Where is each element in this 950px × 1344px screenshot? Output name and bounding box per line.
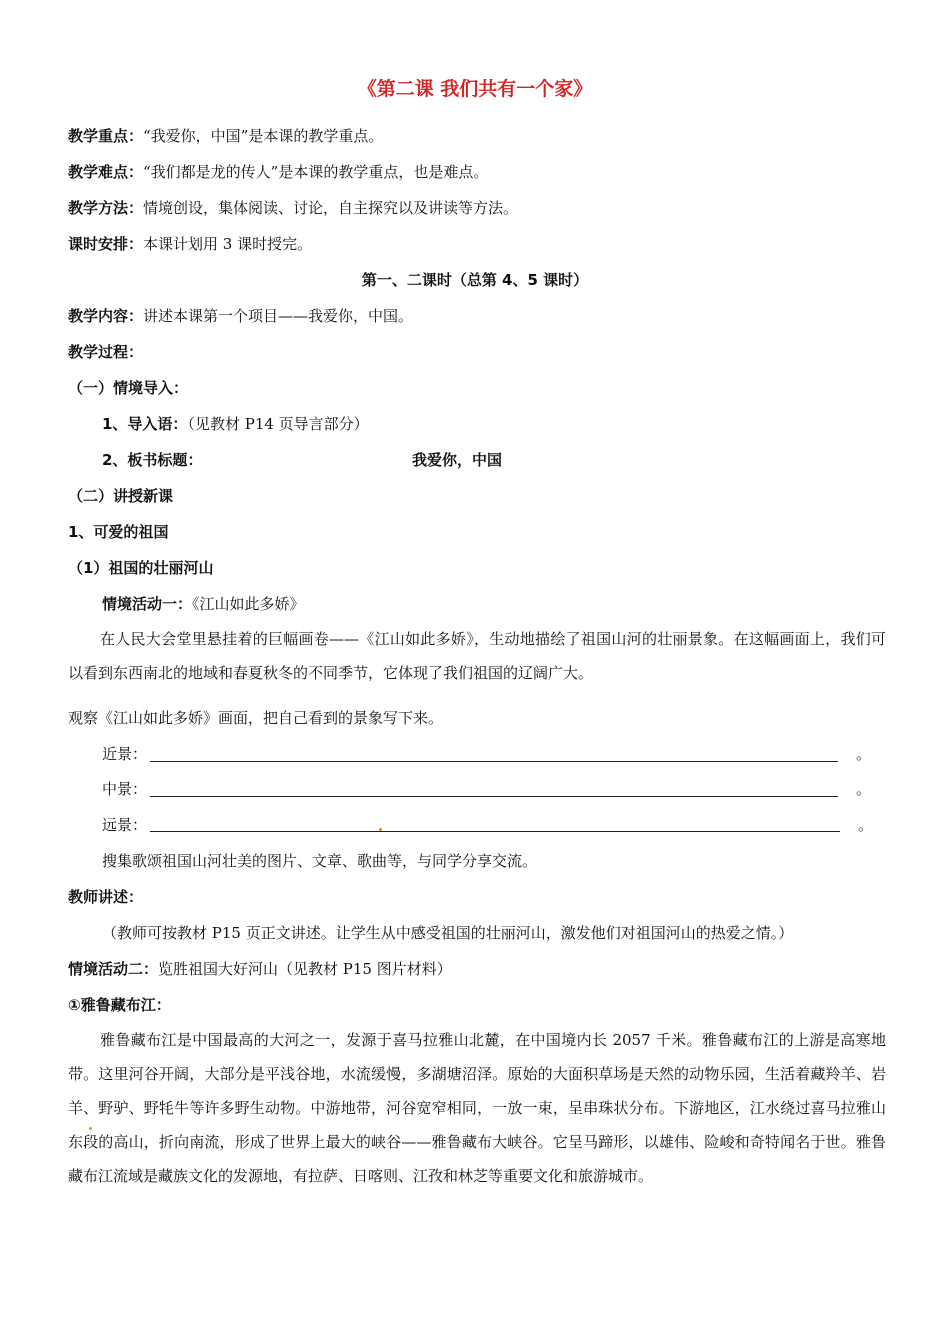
board-title: 我爱你，中国 bbox=[412, 451, 503, 469]
paragraph-painting: 在人民大会堂里悬挂着的巨幅画卷——《江山如此多娇》，生动地描绘了祖国山河的壮丽景象。在这幅画面上，我们可以看到东西南北的地域和春夏秋冬的不同季节，它体现了我们祖国的辽阔广大。 bbox=[68, 630, 886, 682]
activity2-text: 览胜祖国大好河山（见教材 P15 图片材料） bbox=[158, 960, 452, 978]
intro-line bbox=[102, 414, 369, 434]
fill-label-near: 近景： bbox=[102, 745, 148, 763]
activity1-line bbox=[102, 594, 305, 614]
collect-instruction: 搜集歌颂祖国山河壮美的图片、文章、歌曲等，与同学分享交流。 bbox=[102, 852, 538, 870]
meta-text: 本课计划用 3 课时授完。 bbox=[143, 235, 313, 253]
meta-label: 教学难点： bbox=[68, 163, 144, 181]
meta-method bbox=[68, 198, 518, 218]
session-heading: 第一、二课时（总第 4、5 课时） bbox=[361, 271, 589, 289]
river-heading: ①雅鲁藏布江： bbox=[68, 996, 171, 1014]
fill-end-near: 。 bbox=[856, 745, 872, 763]
intro-text: （见教材 P14 页导言部分） bbox=[187, 415, 369, 433]
stray-mark bbox=[89, 1127, 92, 1130]
activity2-line bbox=[68, 959, 452, 979]
fill-line-far[interactable] bbox=[150, 831, 840, 832]
board-label: 2、板书标题： bbox=[102, 451, 203, 469]
teacher-text: （教师可按教材 P15 页正文讲述。让学生从中感受祖国的壮丽河山，激发他们对祖国河山的热爱之情。） bbox=[102, 924, 794, 942]
teaching-content bbox=[68, 306, 413, 326]
fill-end-far: 。 bbox=[858, 816, 874, 834]
meta-schedule bbox=[68, 234, 312, 254]
process-label: 教学过程： bbox=[68, 343, 144, 361]
meta-text: 情境创设，集体阅读、讨论，自主探究以及讲读等方法。 bbox=[143, 199, 519, 217]
meta-text: “我爱你，中国”是本课的教学重点。 bbox=[143, 127, 384, 145]
sub1-heading: （1）祖国的壮丽河山 bbox=[68, 559, 214, 577]
activity1-text: 《江山如此多娇》 bbox=[192, 595, 305, 613]
meta-difficulty bbox=[68, 162, 488, 182]
fill-line-near[interactable] bbox=[150, 761, 838, 762]
meta-label: 课时安排： bbox=[68, 235, 144, 253]
intro-label: 1、导入语： bbox=[102, 415, 188, 433]
meta-text: “我们都是龙的传人”是本课的教学重点，也是难点。 bbox=[143, 163, 489, 181]
activity1-label: 情境活动一： bbox=[102, 595, 193, 613]
teacher-label: 教师讲述： bbox=[68, 888, 144, 906]
part1-heading: （一）情境导入： bbox=[68, 379, 189, 397]
fill-line-middle[interactable] bbox=[150, 796, 838, 797]
section1-heading: 1、可爱的祖国 bbox=[68, 523, 169, 541]
stray-mark bbox=[379, 828, 382, 831]
meta-label: 教学方法： bbox=[68, 199, 144, 217]
fill-label-middle: 中景： bbox=[102, 780, 148, 798]
observe-instruction: 观察《江山如此多娇》画面，把自己看到的景象写下来。 bbox=[68, 709, 444, 727]
meta-focus bbox=[68, 126, 383, 146]
fill-label-far: 远景： bbox=[102, 816, 148, 834]
fill-end-middle: 。 bbox=[856, 780, 872, 798]
part2-heading: （二）讲授新课 bbox=[68, 487, 174, 505]
content-text: 讲述本课第一个项目——我爱你，中国。 bbox=[143, 307, 414, 325]
meta-label: 教学重点： bbox=[68, 127, 144, 145]
content-label: 教学内容： bbox=[68, 307, 144, 325]
document-title: 《第二课 我们共有一个家》 bbox=[357, 78, 593, 100]
activity2-label: 情境活动二： bbox=[68, 960, 159, 978]
paragraph-river: 雅鲁藏布江是中国最高的大河之一，发源于喜马拉雅山北麓，在中国境内长 2057 千米。雅鲁藏布江的上游是高寒地带。这里河谷开阔，大部分是平浅谷地，水流缓慢，多湖塘沼泽。原始的大面积草场是天然的动物乐园，生活着藏羚羊、岩羊、野驴、野牦牛等许多野生动物。中游地带，河谷宽窄相同，一放一束，呈串珠状分布。下游地区，江水绕过喜马拉雅山东段的高山，折向南流，形成了世界上最大的峡谷——雅鲁藏布大峡谷。它呈马蹄形，以雄伟、险峻和奇特闻名于世。雅鲁藏布江流域是藏族文化的发源地，有拉萨、日喀则、江孜和林芝等重要文化和旅游城市。 bbox=[68, 1031, 886, 1185]
